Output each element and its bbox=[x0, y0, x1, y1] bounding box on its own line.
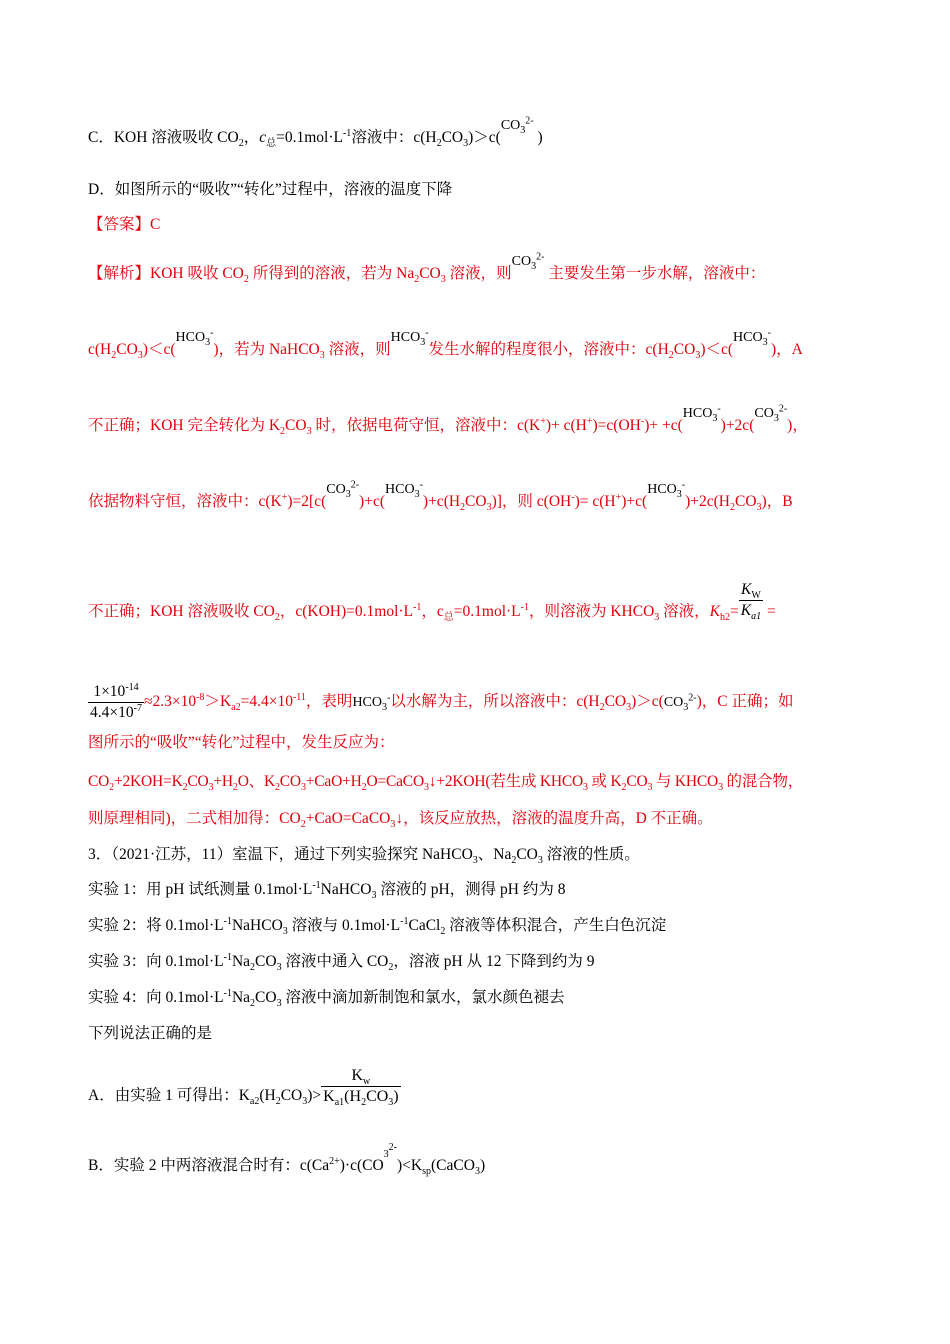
analysis-line-3: 不正确；KOH 完全转化为 $K_2CO_3$ 时，依据电荷守恒，溶液中：$c(K^+)+ c(H^+)=c(OH^-)+ +c(HCO_3^-)+2c(CO_3^{2-})$， bbox=[88, 403, 808, 438]
option-c: C．KOH 溶液吸收 $CO_2$，$c_总=0.1mol\cdot L^{-1}$溶液中：$c(H_2CO_3)>c(CO_3^{2-}$ ) bbox=[88, 115, 543, 150]
analysis-line-2: $c(H_2CO_3)<c(HCO_3^-)$，若为 NaHCO$_3$ 溶液，则$HCO_3^-$发生水解的程度很小，溶液中：$c(H_2CO_3)<c(HCO_3^-)$，A bbox=[88, 327, 803, 362]
option-a: A．由实验 1 可得出：$K_{a2}(H_2CO_3)>$ $\frac{K_w}{K_{a1}(H_2CO_3)}$ bbox=[88, 1067, 399, 1109]
option-d: D．如图所示的“吸收”“转化”过程中，溶液的温度下降 bbox=[88, 181, 453, 198]
analysis-line-5: 不正确；KOH 溶液吸收 $CO_2$，$c(KOH)=0.1mol\cdot L^{-1}$，$c_总=0.1mol\cdot L^{-1}$，则溶液为 $KHCO_3$ 溶液，$K_{h2}=$ $\frac{K_W}{K_{a1}}$ = bbox=[88, 581, 776, 624]
answer-label: 【答案】C bbox=[88, 216, 161, 233]
question-prompt: 下列说法正确的是 bbox=[88, 1025, 213, 1042]
question-3-title: 3．（2021·江苏，11）室温下，通过下列实验探究 NaHCO$_3$、$Na_2CO_3$ 溶液的性质。 bbox=[88, 846, 640, 867]
analysis-line-9: 则原理相同)，二式相加得：$CO_2+CaO=CaCO_3↓$，该反应放热，溶液的温度升高，D 不正确。 bbox=[88, 810, 713, 831]
option-b: B．实验 2 中两溶液混合时有：$c(Ca^{2+})\cdot c(CO^{_3^{2-}})<K_{sp}(CaCO_3)$ bbox=[88, 1142, 486, 1178]
analysis-line-6: $\frac{1\times 10^{-14}}{4.4\times 10^{-7}}$ $\approx 2.3\times 10^{-8}>K_{a2}=4.4\times 10^{-11}$，表明$HCO_3^-$以水解为主，所以溶液中：$c(H_2CO_3)>c(CO_3^{2-})$，C 正确；如 bbox=[90, 681, 794, 721]
kh2-fraction: $\frac{K_W}{K_{a1}}$ bbox=[740, 581, 762, 623]
analysis-line-4: 依据物料守恒，溶液中：$c(K^+)=2[c(CO_3^{2-})+c(HCO_3^-)+c(H_2CO_3)]$，则 $c(OH^-)= c(H^+)+c(HCO_3^-)+2c(H_2CO_3)$，B bbox=[88, 479, 793, 514]
experiment-2: 实验 2：将 $0.1mol\cdot L^{-1}NaHCO_3$ 溶液与 $0.1mol\cdot L^{-1}CaCl_2$ 溶液等体积混合，产生白色沉淀 bbox=[88, 915, 667, 938]
analysis-line-8: $CO_2+2KOH=K_2CO_3+H_2O$、$K_2CO_3+CaO+H_2O=CaCO_3↓+2KOH$(若生成 $KHCO_3$ 或 $K_2CO_3$ 与 $KHCO_3$ 的混合物， bbox=[88, 773, 804, 794]
ratio-fraction: $\frac{1\times 10^{-14}}{4.4\times 10^{-7}}$ bbox=[90, 681, 142, 721]
analysis-line-1: 【解析】KOH 吸收 $CO_2$ 所得到的溶液，若为 $Na_2CO_3$ 溶液，则$CO_3^{2-}$ 主要发生第一步水解，溶液中： bbox=[88, 251, 766, 286]
experiment-1: 实验 1：用 pH 试纸测量 $0.1mol\cdot L^{-1}NaHCO_3$ 溶液的 pH，测得 pH 约为 8 bbox=[88, 879, 566, 902]
optA-fraction: $\frac{K_w}{K_{a1}(H_2CO_3)}$ bbox=[323, 1067, 399, 1109]
experiment-4: 实验 4：向 $0.1mol\cdot L^{-1}Na_2CO_3$ 溶液中滴加新制饱和氯水，氯水颜色褪去 bbox=[88, 987, 565, 1010]
experiment-3: 实验 3：向 $0.1mol\cdot L^{-1}Na_2CO_3$ 溶液中通入 $CO_2$，溶液 pH 从 12 下降到约为 9 bbox=[88, 951, 595, 974]
analysis-line-7: 图所示的“吸收”“转化”过程中，发生反应为： bbox=[88, 734, 395, 751]
